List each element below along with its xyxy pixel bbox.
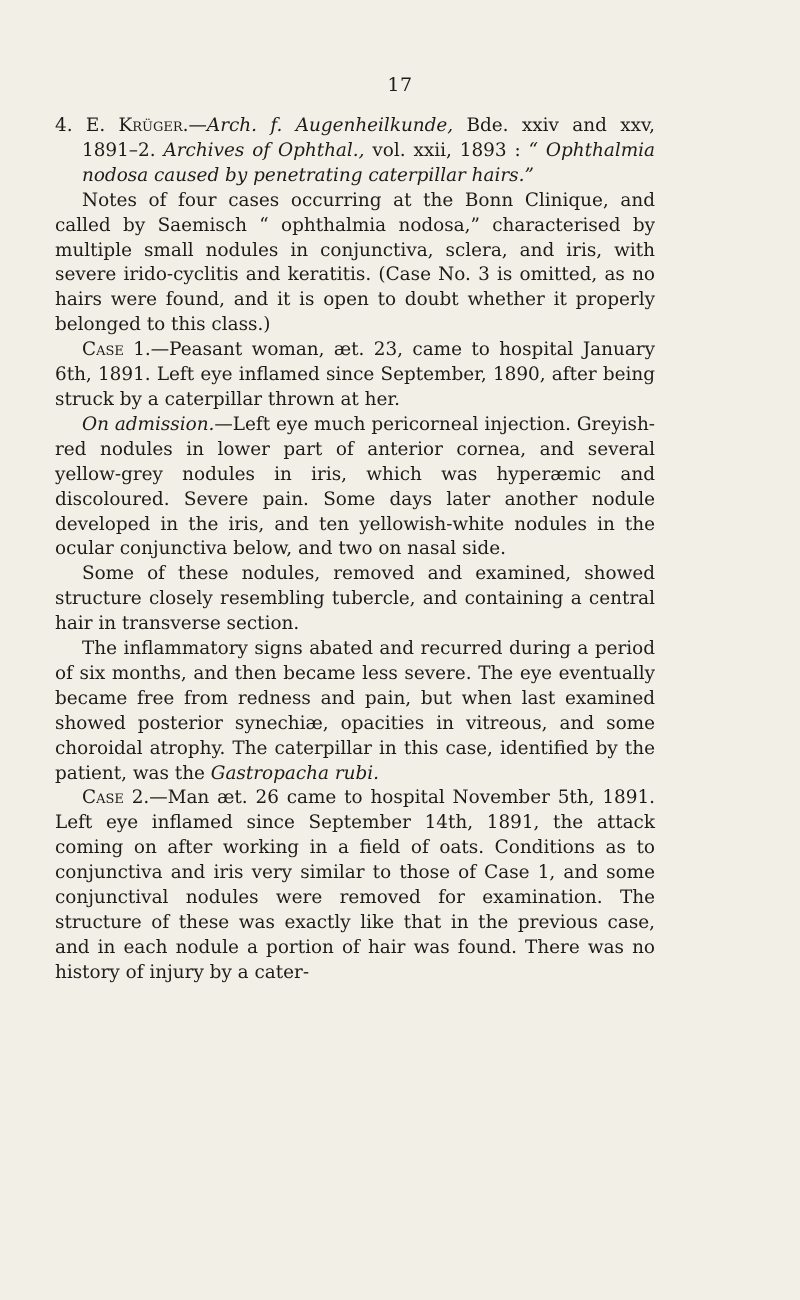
reference-archives: Archives of Ophthal., bbox=[163, 139, 365, 161]
paragraph-admission bbox=[55, 413, 655, 562]
reference-volume: Bde. xxiv and xxv, 1891–2. bbox=[82, 115, 655, 161]
reference-dash: — bbox=[188, 115, 207, 136]
case-1-text: —Peasant woman, æt. 23, came to hospital January 6th, 1891. Left eye inflamed since September, 1890, after being struck by a caterpillar thrown at her. bbox=[55, 339, 655, 410]
reference-title: “ Ophthalmia nodosa caused by penetrating caterpillar hairs.” bbox=[82, 139, 655, 186]
paragraph-nodules: Some of these nodules, removed and examined, showed structure closely resembling tubercle, and containing a central hair in transverse section. bbox=[55, 563, 655, 635]
paragraph-case-2 bbox=[55, 786, 655, 985]
inflammatory-text: The inflammatory signs abated and recurred during a period of six months, and then became less severe. The eye eventually became free from redness and pain, but when last examined showed posterior synechiæ, opacities in vitreous, and some choroidal atrophy. The caterpillar in this case, identified by the patient, was the bbox=[55, 638, 655, 784]
paragraph-case-1 bbox=[55, 338, 655, 413]
admission-label: On admission. bbox=[82, 413, 215, 435]
reference-number: 4. bbox=[55, 115, 73, 136]
case-1-label: Case 1. bbox=[82, 339, 151, 361]
body-text bbox=[55, 114, 655, 986]
reference-author: E. Krüger. bbox=[85, 115, 189, 136]
paragraph-notes: Notes of four cases occurring at the Bonn Clinique, and called by Saemisch “ ophthalmia nodosa,” characterised by multiple small nodules in conjunctiva, sclera, and iris, with severe irido-cyclitis and keratitis. (Case No. 3 is omitted, as no hairs were found, and it is open to doubt whether it properly belonged to this class.) bbox=[55, 189, 655, 336]
reference-archives-volume: vol. xxii, 1893 : bbox=[364, 139, 529, 161]
reference-journal: Arch. f. Augenheilkunde, bbox=[206, 115, 454, 136]
case-2-label: Case 2. bbox=[82, 787, 150, 809]
species-name: Gastropacha rubi. bbox=[210, 762, 379, 784]
reference-entry bbox=[55, 114, 655, 189]
page-number: 17 bbox=[387, 74, 413, 96]
admission-text: —Left eye much pericorneal injection. Greyish-red nodules in lower part of anterior cornea, and several yellow-grey nodules in iris, which was hyperæmic and discoloured. Severe pain. Some days later another nodule developed in the iris, and ten yellowish-white nodules in the ocular conjunctiva below, and two on nasal side. bbox=[55, 413, 655, 560]
case-2-text: —Man æt. 26 came to hospital November 5th, 1891. Left eye inflamed since September 14th, 1891, the attack coming on after working in a field of oats. Conditions as to conjunctiva and iris very similar to those of Case 1, and some conjunctival nodules were removed for examination. The structure of these was exactly like that in the previous case, and in each nodule a portion of hair was found. There was no history of injury by a cater- bbox=[55, 787, 655, 983]
paragraph-inflammatory bbox=[55, 637, 655, 786]
